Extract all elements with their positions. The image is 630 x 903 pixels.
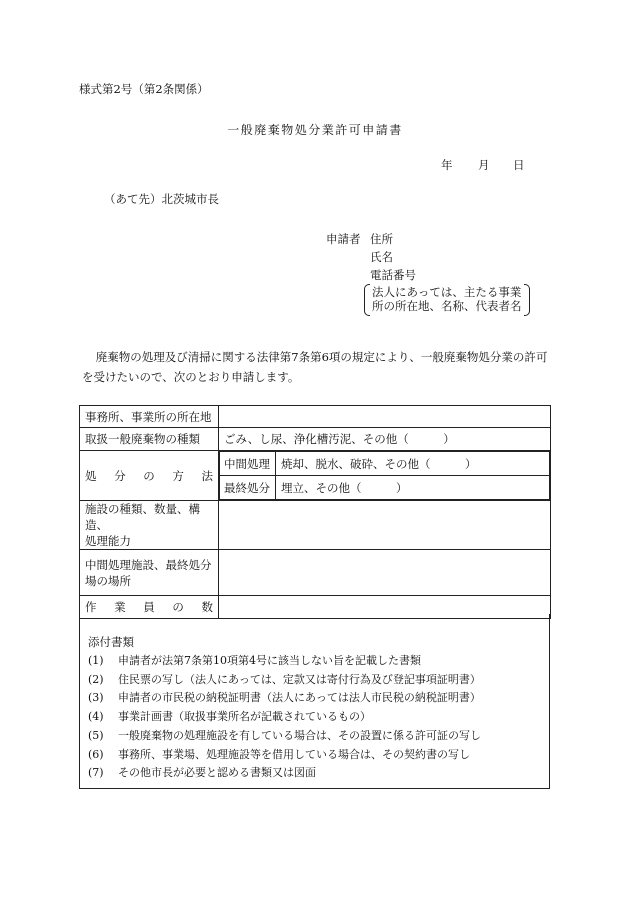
office-location-label: 事務所、事業所の所在地 <box>80 406 219 428</box>
final-disposal-label: 最終処分 <box>220 476 276 500</box>
corporate-note-line-1: 法人にあっては、主たる事業 <box>372 285 522 299</box>
office-location-field[interactable] <box>219 406 551 428</box>
attachment-text: 住民票の写し（法人にあっては、定款又は寄付行為及び登記事項証明書） <box>118 672 481 686</box>
disposal-method-cell <box>219 451 551 501</box>
table-row <box>80 550 551 596</box>
attachment-number: (6) <box>88 747 104 761</box>
table-row <box>80 406 551 428</box>
date-year: 年 <box>441 158 453 172</box>
attachments-list <box>88 652 481 783</box>
right-bracket <box>524 284 530 316</box>
disposal-method-label <box>80 451 219 501</box>
table-row <box>80 451 551 501</box>
intermediate-treatment-label: 中間処理 <box>220 452 276 476</box>
facility-site-label <box>80 550 219 596</box>
applicant-phone-label: 電話番号 <box>370 268 416 282</box>
left-bracket <box>364 284 370 316</box>
workers-count-label-text: 作 業 員 の 数 <box>85 600 213 614</box>
attachment-text: 事業計画書（取扱事業所名が記載されているもの） <box>118 710 371 724</box>
date-day: 日 <box>513 158 525 172</box>
list-item <box>88 764 481 783</box>
table-row <box>80 501 551 550</box>
disposal-method-label-text: 処 分 の 方 法 <box>85 468 213 483</box>
disposal-method-subtable <box>219 451 550 500</box>
list-item <box>88 708 481 727</box>
applicant-label: 申請者 <box>326 232 361 246</box>
attachment-text: 申請者の市民税の納税証明書（法人にあっては法人市民税の納税証明書） <box>118 691 481 705</box>
attachment-text: 事務所、事業場、処理施設等を借用している場合は、その契約書の写し <box>118 747 470 761</box>
attachments-title: 添付書類 <box>88 635 134 649</box>
applicant-name-label: 氏名 <box>370 250 393 264</box>
attachment-text: 一般廃棄物の処理施設を有している場合は、その設置に係る許可証の写し <box>118 728 481 742</box>
form-title: 一般廃棄物処分業許可申請書 <box>227 123 403 137</box>
facility-details-label-line-2: 処理能力 <box>85 534 131 548</box>
facility-details-label-line-1: 施設の種類、数量、構造、 <box>85 502 200 532</box>
corporate-note <box>364 284 530 316</box>
application-table <box>79 405 551 619</box>
waste-type-label: 取扱一般廃棄物の種類 <box>80 428 219 451</box>
addressee: （あて先）北茨城市長 <box>104 192 219 206</box>
form-number: 様式第2号（第2条関係） <box>79 82 209 96</box>
facility-details-field[interactable] <box>219 501 551 550</box>
corporate-note-line-2: 所の所在地、名称、代表者名 <box>372 299 522 313</box>
attachments-section <box>79 614 550 789</box>
attachment-number: (3) <box>88 691 104 705</box>
list-item <box>88 652 481 671</box>
corporate-note-text <box>372 285 522 313</box>
list-item <box>88 746 481 765</box>
attachment-text: その他市長が必要と認める書類又は図面 <box>118 766 316 780</box>
attachment-number: (4) <box>88 710 104 724</box>
attachment-number: (5) <box>88 728 104 742</box>
facility-details-label <box>80 501 219 550</box>
attachment-number: (7) <box>88 766 104 780</box>
intro-paragraph <box>82 347 550 387</box>
attachment-text: 申請者が法第7条第10項第4号に該当しない旨を記載した書類 <box>118 654 421 667</box>
list-item <box>88 727 481 746</box>
table-row <box>80 428 551 451</box>
date-month: 月 <box>478 158 490 172</box>
intermediate-treatment-field[interactable]: 焼却、脱水、破砕、その他（ ） <box>276 452 550 476</box>
facility-site-label-line-2: 場の場所 <box>85 573 131 588</box>
facility-site-label-line-1: 中間処理施設、最終処分 <box>85 557 212 572</box>
applicant-address-label: 住所 <box>370 232 393 246</box>
attachment-number: (2) <box>88 672 104 686</box>
waste-type-field[interactable]: ごみ、し尿、浄化槽汚泥、その他（ ） <box>219 428 551 451</box>
intro-line-2: 可を受けたいので、次のとおり申請します。 <box>82 350 548 384</box>
facility-site-field[interactable] <box>219 550 551 596</box>
list-item <box>88 671 481 690</box>
list-item <box>88 689 481 708</box>
attachment-number: (1) <box>88 654 104 667</box>
final-disposal-field[interactable]: 埋立、その他（ ） <box>276 476 550 500</box>
intro-line-1: 廃棄物の処理及び清掃に関する法律第7条第6項の規定により、一般廃棄物処分業の許 <box>95 350 536 364</box>
